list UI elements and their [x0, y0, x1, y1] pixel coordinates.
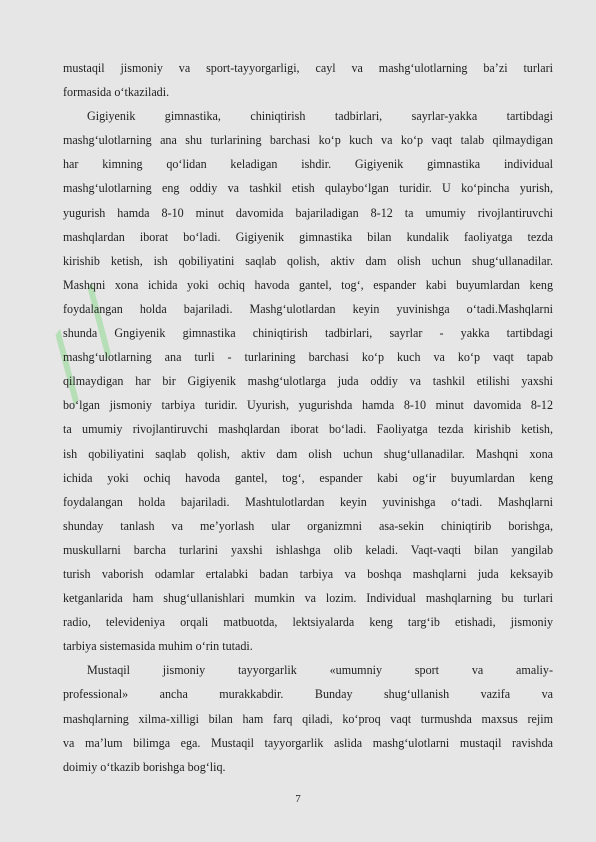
text-line: turish vaborish odamlar ertalabki badan tarbiya va boshqa mashqlarni juda keksayib [63, 566, 553, 581]
text-line: ketganlarida ham shug‘ullanishlari mumkin va lozim. Individual mashqlarning bu turlari [63, 591, 553, 606]
watermark-graphic: ⟋⟋ [18, 272, 153, 413]
text-line: radio, televideniya orqali matbuotda, lektsiyalarda keng targ‘ib etishadi, jismoniy [63, 615, 553, 630]
text-line: mashqlarning xilma-xilligi bilan ham farq qiladi, ko‘proq vaqt turmushda maxsus rejim [63, 711, 553, 726]
text-line: va ma’lum bilimga ega. Mustaqil tayyorgarlik aslida mashg‘ulotlarni mustaqil ravishda [63, 735, 553, 750]
text-line: mustaqil jismoniy va sport-tayyorgarligi, cayl va mashg‘ulotlarning ba’zi turlari [63, 61, 553, 75]
text-line: mashg‘ulotlarning eng oddiy va tashkil etish qulaybo‘lgan turidir. U ko‘pincha yurish, [63, 181, 553, 196]
text-line: foydalangan holda bajariladi. Mashtulotlardan keyin yuvinishga o‘tadi. Mashqlarni [63, 494, 553, 509]
text-line: mashg‘ulotlarning ana shu turlarining barchasi ko‘p kuch va ko‘p vaqt talab qilmaydigan [63, 133, 553, 148]
text-line: Mashqni xona ichida yoki ochiq havoda gantel, tog‘, espander kabi buyumlardan keng [63, 277, 553, 292]
document-body [63, 56, 553, 779]
text-line: Mustaqil jismoniy tayyorgarlik «umumniy sport va amaliy- [87, 663, 553, 678]
text-line: ish qobiliyatini saqlab qolish, aktiv dam olish uchun shug‘ullanadilar. Mashqni xona [63, 446, 553, 461]
text-line: bo‘lgan jismoniy tarbiya turidir. Uyurish, yugurishda hamda 8-10 minut davomida 8-12 [63, 398, 553, 413]
text-line: yugurish hamda 8-10 minut davomida bajariladigan 8-12 ta umumiy rivojlantiruvchi [63, 205, 553, 220]
text-line: kirishib ketish, ish qobiliyatini saqlab qolish, aktiv dam olish uchun shug‘ullanadilar. [63, 253, 553, 268]
text-line: shunday tanlash va me’yorlash ular organizmni asa-sekin chiniqtirib borishga, [63, 518, 553, 533]
text-line: qilmaydigan har bir Gigiyenik mashg‘ulotlarga juda oddiy va tashkil etilishi yaxshi [63, 374, 553, 389]
text-line: har kimning qo‘lidan keladigan ishdir. Gigiyenik gimnastika individual [63, 157, 553, 172]
text-line: formasida o‘tkaziladi. [63, 85, 170, 100]
text-line: mashg‘ulotlarning ana turli - turlarining barchasi ko‘p kuch va ko‘p vaqt tapab [63, 350, 553, 365]
text-line: mashqlardan iborat bo‘ladi. Gigiyenik gimnastika bilan kundalik faoliyatga tezda [63, 229, 553, 244]
text-line: ichida yoki ochiq havoda gantel, tog‘, espander kabi og‘ir buyumlardan keng [63, 470, 553, 485]
text-line: foydalangan holda bajariladi. Mashg‘ulotlardan keyin yuvinishga o‘tadi.Mashqlarni [63, 301, 553, 316]
text-line: Gigiyenik gimnastika, chiniqtirish tadbirlari, sayrlar-yakka tartibdagi [87, 109, 553, 124]
text-line: shunda Gngiyenik gimnastika chiniqtirish tadbirlari, sayrlar - yakka tartibdagi [63, 326, 553, 341]
text-line: tarbiya sistemasida muhim o‘rin tutadi. [63, 639, 253, 654]
text-line: ta umumiy rivojlantiruvchi mashqlardan iborat bo‘ladi. Faoliyatga tezda kirishib ketish, [63, 422, 553, 437]
text-line: professional» ancha murakkabdir. Bunday shug‘ullanish vazifa va [63, 687, 553, 702]
page-number: 7 [295, 793, 301, 805]
text-line: muskullarni barcha turlarini yaxshi ishlashga olib keladi. Vaqt-vaqti bilan yangilab [63, 542, 553, 557]
text-line: doimiy o‘tkazib borishga bog‘liq. [63, 759, 226, 774]
